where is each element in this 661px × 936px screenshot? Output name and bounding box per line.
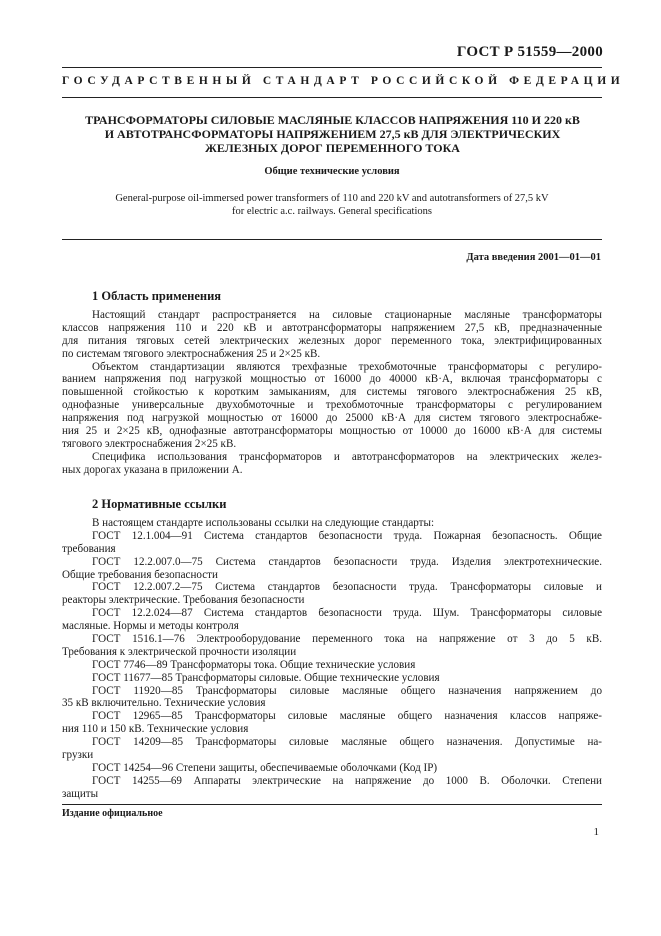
- reference-line: Общие требования безопасности: [62, 568, 218, 581]
- title-rule: [62, 239, 602, 240]
- title-line: ЖЕЛЕЗНЫХ ДОРОГ ПЕРЕМЕННОГО ТОКА: [205, 141, 460, 155]
- top-rule: [62, 67, 602, 68]
- section-2-body: [62, 517, 602, 801]
- reference-line: масляные. Нормы и методы контроля: [62, 620, 239, 633]
- english-title-line: for electric a.c. railways. General specifications: [232, 206, 432, 217]
- text-line: тягового электроснабжения 2×25 кВ.: [62, 437, 237, 450]
- text-line: ных дорогах указана в приложении А.: [62, 463, 243, 476]
- text-line: Настоящий стандарт распространяется на силовые стационарные масляные трансформаторы: [92, 309, 602, 321]
- reference-line: грузки: [62, 749, 94, 762]
- title-line: ТРАНСФОРМАТОРЫ СИЛОВЫЕ МАСЛЯНЫЕ КЛАССОВ НАПРЯЖЕНИЯ 110 И 220 кВ: [85, 113, 580, 127]
- edition-label: Издание официальное: [62, 808, 163, 819]
- reference-line: Требования к электрической прочности изоляции: [62, 645, 297, 658]
- footer-rule: [62, 804, 602, 805]
- text-line: классов напряжения 110 и 220 кВ и автотрансформаторы напряжением 27,5 кВ, предназначенные: [62, 321, 602, 334]
- text-line: по системам тягового электроснабжения 25 и 2×25 кВ.: [62, 347, 321, 360]
- reference-line: требования: [62, 542, 116, 555]
- text-line: повышенной стойкостью к коротким замыканиям, для системы тягового электроснабжения 25 кВ,: [62, 386, 602, 399]
- banner-rule: [62, 97, 602, 98]
- reference-line: защиты: [62, 787, 99, 800]
- reference-line: ГОСТ 12.2.007.2—75 Система стандартов безопасности труда. Трансформаторы силовые и: [92, 581, 602, 594]
- page-number: 1: [593, 826, 599, 838]
- reference-line: ГОСТ 1516.1—76 Электрооборудование переменного тока на напряжение от 3 до 5 кВ.: [92, 633, 602, 646]
- reference-line: ния 110 и 150 кВ. Технические условия: [62, 723, 249, 736]
- state-standard-banner: ГОСУДАРСТВЕННЫЙ СТАНДАРТ РОССИЙСКОЙ ФЕДЕРАЦИИ: [62, 75, 625, 87]
- text-line: В настоящем стандарте использованы ссылки на следующие стандарты:: [92, 517, 435, 529]
- english-title-line: General-purpose oil-immersed power transformers of 110 and 220 kV and autotransformers of 27,5 kV: [115, 193, 549, 204]
- document-subtitle: Общие технические условия: [264, 166, 400, 177]
- reference-line: ГОСТ 14254—96 Степени защиты, обеспечиваемые оболочками (Код IP): [92, 761, 438, 774]
- reference-line: ГОСТ 11677—85 Трансформаторы силовые. Общие технические условия: [92, 671, 440, 684]
- text-line: Специфика использования трансформаторов и автотрансформаторов на электрических желез-: [92, 450, 602, 463]
- text-line: Объектом стандартизации являются трехфазные трехобмоточные трансформаторы с регулиро-: [92, 360, 602, 373]
- reference-line: ГОСТ 7746—89 Трансформаторы тока. Общие технические условия: [92, 658, 416, 671]
- reference-line: ГОСТ 12.1.004—91 Система стандартов безопасности труда. Пожарная безопасность. Общие: [92, 529, 602, 542]
- reference-line: ГОСТ 12.2.007.0—75 Система стандартов безопасности труда. Изделия электротехнические.: [92, 555, 602, 568]
- reference-line: ГОСТ 14255—69 Аппараты электрические на напряжение до 1000 В. Оболочки. Степени: [92, 774, 602, 787]
- section-1-body: [62, 309, 602, 477]
- text-line: ния 25 и 2×25 кВ, однофазные автотрансформаторы мощностью от 10000 до 16000 кВ·А для системы: [62, 425, 602, 438]
- section-1-heading: 1 Область применения: [92, 289, 222, 303]
- reference-line: реакторы электрические. Требования безопасности: [62, 594, 305, 607]
- document-title: [70, 113, 595, 155]
- text-line: ванием напряжения под нагрузкой мощностью от 16000 до 40000 кВ·А, включая трансформаторы с: [62, 373, 602, 386]
- text-line: однофазные универсальные двухобмоточные и трехобмоточные трансформаторы с регулированием: [62, 399, 602, 412]
- reference-line: ГОСТ 12965—85 Трансформаторы силовые масляные общего назначения классов напряже-: [92, 710, 602, 723]
- text-line: для питания тяговых сетей электрических железных дорог переменного тока, электрифицированных: [62, 334, 602, 347]
- text-line: напряжения под нагрузкой мощностью от 16000 до 25000 кВ·А для систем тягового электроснабже-: [62, 412, 602, 425]
- document-number: ГОСТ Р 51559—2000: [456, 44, 603, 60]
- intro-date: Дата введения 2001—01—01: [466, 252, 601, 263]
- reference-line: ГОСТ 14209—85 Трансформаторы силовые масляные общего назначения. Допустимые на-: [92, 736, 602, 749]
- english-title: [62, 192, 602, 218]
- reference-line: ГОСТ 12.2.024—87 Система стандартов безопасности труда. Шум. Трансформаторы силовые: [92, 607, 602, 620]
- section-2-heading: 2 Нормативные ссылки: [92, 497, 227, 511]
- title-line: И АВТОТРАНСФОРМАТОРЫ НАПРЯЖЕНИЕМ 27,5 кВ ДЛЯ ЭЛЕКТРИЧЕСКИХ: [104, 127, 561, 141]
- reference-line: ГОСТ 11920—85 Трансформаторы силовые масляные общего назначения напряжением до: [92, 684, 602, 697]
- reference-line: 35 кВ включительно. Технические условия: [62, 697, 266, 710]
